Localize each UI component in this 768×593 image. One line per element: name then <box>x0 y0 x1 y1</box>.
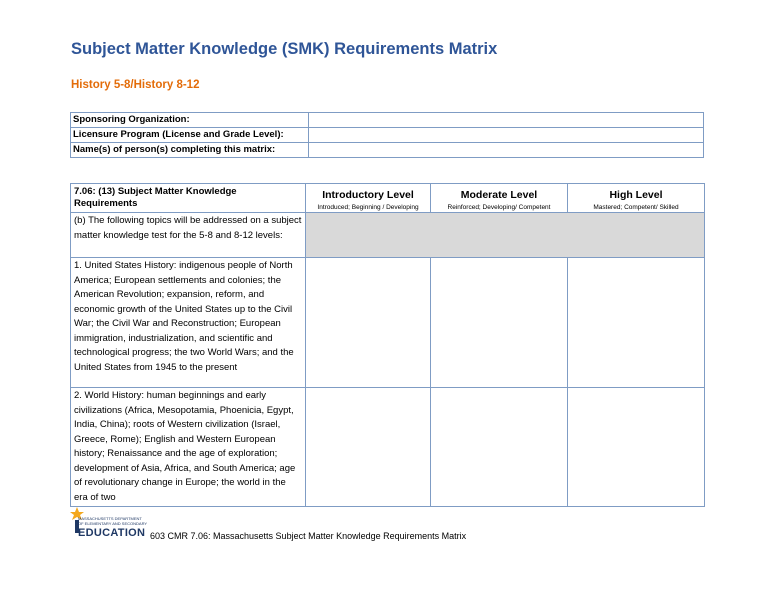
high-level-header <box>568 184 705 213</box>
page-title: Subject Matter Knowledge (SMK) Requirements Matrix <box>71 40 498 58</box>
requirement-header: 7.06: (13) Subject Matter Knowledge Requirements <box>71 184 306 213</box>
sponsoring-organization-field[interactable] <box>309 113 704 128</box>
page-subtitle: History 5-8/History 8-12 <box>71 79 200 91</box>
high-cell[interactable] <box>568 258 705 388</box>
level-name: Moderate Level <box>460 189 538 201</box>
introductory-level-header <box>306 184 431 213</box>
topic-world-history: 2. World History: human beginnings and early civilizations (Africa, Mesopotamia, Phoenicia, Egypt, India, China); roots of Western civilization (Israel, Greece, Rome); English and Western European history; Renaissance and the age of exploration; development of Asia, Africa, and South America; age of revolutionary change in Europe; the world in the era of two <box>71 388 306 507</box>
high-cell[interactable] <box>568 388 705 507</box>
level-name: High Level <box>609 189 663 201</box>
table-row <box>71 113 704 128</box>
level-name: Introductory Level <box>322 189 414 201</box>
introductory-cell[interactable] <box>306 258 431 388</box>
moderate-level-header <box>431 184 568 213</box>
table-row <box>71 184 705 213</box>
table-row <box>71 213 705 258</box>
table-row <box>71 128 704 143</box>
moderate-cell[interactable] <box>431 258 568 388</box>
completed-by-field[interactable] <box>309 143 704 158</box>
ese-logo <box>70 507 150 541</box>
level-description: Introduced; Beginning / Developing <box>317 204 419 211</box>
completed-by-label: Name(s) of person(s) completing this matrix: <box>71 143 309 158</box>
level-description: Mastered; Competent/ Skilled <box>593 204 679 211</box>
introductory-cell[interactable] <box>306 388 431 507</box>
topic-us-history: 1. United States History: indigenous people of North America; European settlements and colonies; the American Revolution; expansion, reform, and economic growth of the United States up to the Civil War; the Civil War and Reconstruction; European immigration, industrialization, and scientific and technological progress; the two World Wars; and the United States from 1945 to the present <box>71 258 306 388</box>
table-row <box>71 143 704 158</box>
logo-big-text: EDUCATION <box>78 527 146 539</box>
moderate-cell[interactable] <box>431 388 568 507</box>
info-table <box>70 112 704 158</box>
table-row <box>71 388 705 507</box>
logo-small-text: MASSACHUSETTS DEPARTMENT OF ELEMENTARY AND SECONDARY <box>78 516 148 526</box>
licensure-program-field[interactable] <box>309 128 704 143</box>
gray-filler-cell <box>306 213 705 258</box>
footer-text: 603 CMR 7.06: Massachusetts Subject Matter Knowledge Requirements Matrix <box>150 531 467 541</box>
level-description: Reinforced; Developing/ Competent <box>447 204 551 211</box>
licensure-program-label: Licensure Program (License and Grade Level): <box>71 128 309 143</box>
sponsoring-organization-label: Sponsoring Organization: <box>71 113 309 128</box>
requirements-matrix <box>70 183 705 507</box>
table-row <box>71 258 705 388</box>
intro-text: (b) The following topics will be addressed on a subject matter knowledge test for the 5-8 and 8-12 levels: <box>71 213 306 258</box>
